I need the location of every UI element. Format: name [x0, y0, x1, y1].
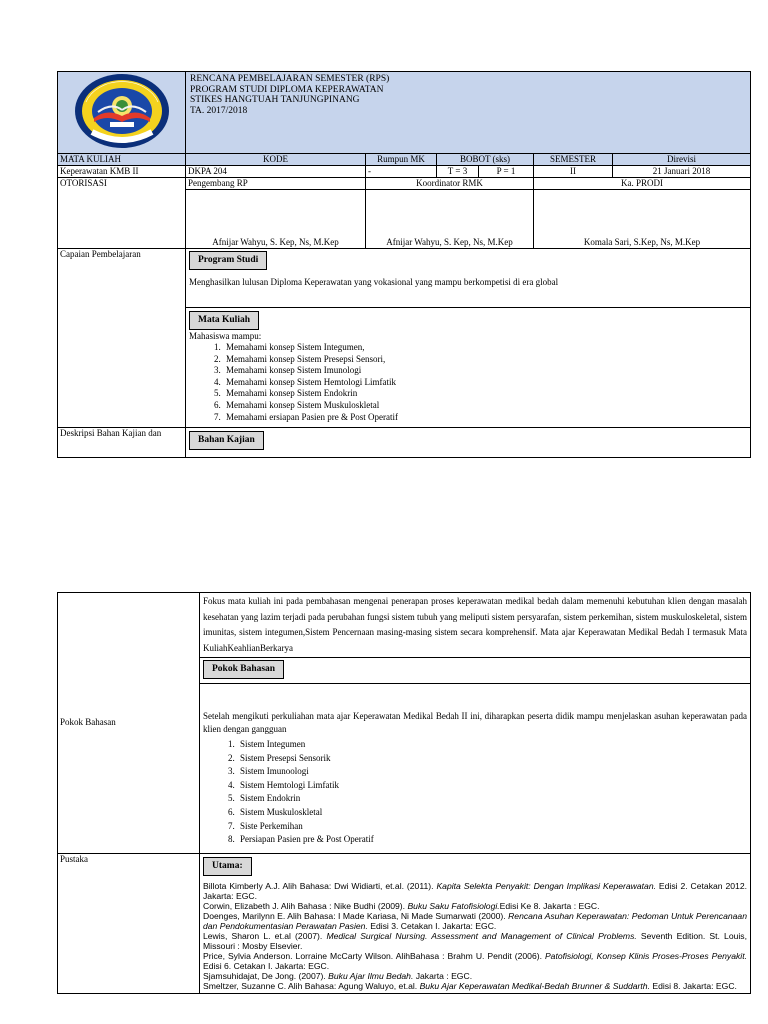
- koordinator-label: Koordinator RMK: [366, 178, 534, 190]
- rps-header-table: [57, 71, 751, 458]
- program-studi-box: Program Studi: [189, 251, 267, 270]
- val-mata-kuliah: Keperawatan KMB II: [58, 166, 186, 178]
- pustaka-content: [200, 853, 751, 993]
- val-semester: II: [534, 166, 613, 178]
- val-kode: DKPA 204: [186, 166, 366, 178]
- rps-title: RENCANA PEMBELAJARAN SEMESTER (RPS): [190, 74, 390, 84]
- utama-box: Utama:: [203, 857, 252, 876]
- list-item: 3. Sistem Imunoologi: [237, 765, 747, 779]
- bahan-kajian-box: Bahan Kajian: [189, 431, 264, 450]
- mk-intro: Mahasiswa mampu:: [189, 331, 262, 341]
- mk-outcome-list: [189, 342, 747, 423]
- pengembang-label: Pengembang RP: [186, 178, 366, 190]
- rps-title-block: [186, 72, 751, 154]
- list-item: 8. Persiapan Pasien pre & Post Operatif: [237, 833, 747, 847]
- val-bobot-p: P = 1: [479, 166, 534, 178]
- deskripsi-cell: [200, 593, 751, 684]
- reference-item: Price, Sylvia Anderson. Lorraine McCarty Wilson. AlihBahasa : Brahm U. Pendit (2006). Patofisiologi, Konsep Klinis Proses-Proses Penyakit. Edisi 6. Cetakan I. Jakarta: EGC.: [203, 950, 747, 971]
- list-item: 5. Sistem Endokrin: [237, 792, 747, 806]
- list-item: 2. Sistem Presepsi Sensorik: [237, 752, 747, 766]
- reference-item: Lewis, Sharon L. et.al (2007). Medical Surgical Nursing. Assessment and Management of Clinical Problems. Seventh Edition. St. Louis, Missouri : Mosby Elsevier.: [203, 930, 747, 951]
- pokok-list: [203, 738, 747, 847]
- capaian-content: [186, 249, 751, 428]
- col-semester: SEMESTER: [534, 154, 613, 166]
- list-item: 6. Memahami konsep Sistem Muskuloskletal: [223, 400, 747, 412]
- signature-kaprodi: Komala Sari, S.Kep, Ns, M.Kep: [534, 190, 751, 249]
- pokok-intro: Setelah mengikuti perkuliahan mata ajar Keperawatan Medikal Bedah II ini, diharapkan peserta didik mampu menjelaskan asuhan keperawatan pada klien dengan gangguan: [203, 711, 747, 734]
- signature-pengembang: Afnijar Wahyu, S. Kep, Ns, M.Kep: [186, 190, 366, 249]
- list-item: 5. Memahami konsep Sistem Endokrin: [223, 388, 747, 400]
- reference-item: Sjamsuhidajat, De Jong. (2007). Buku Ajar Ilmu Bedah. Jakarta : EGC.: [203, 970, 473, 981]
- pokok-bahasan-label: Pokok Bahasan: [58, 593, 200, 854]
- pokok-bahasan-content: [200, 684, 751, 854]
- col-direvisi: Direvisi: [613, 154, 751, 166]
- stikes-logo: [72, 72, 172, 150]
- col-bobot: BOBOT (sks): [437, 154, 534, 166]
- col-rumpun: Rumpun MK: [366, 154, 437, 166]
- list-item: 7. Siste Perkemihan: [237, 820, 747, 834]
- list-item: 3. Memahami konsep Sistem Imunologi: [223, 365, 747, 377]
- rps-page-1: [57, 71, 750, 458]
- list-item: 7. Memahami ersiapan Pasien pre & Post Operatif: [223, 412, 747, 424]
- program-studi-text: Menghasilkan lulusan Diploma Keperawatan yang vokasional yang mampu berkompetisi di era global: [189, 277, 559, 287]
- col-kode: KODE: [186, 154, 366, 166]
- rps-continuation-table: [57, 592, 751, 994]
- reference-item: Billota Kimberly A.J. Alih Bahasa: Dwi Widiarti, et.al. (2011). Kapita Selekta Penyakit: Dengan Implikasi Keperawatan. Edisi 2. Cetakan 2012. Jakarta: EGC.: [203, 880, 747, 901]
- deskripsi-content: [186, 428, 751, 458]
- logo-cell: [58, 72, 186, 154]
- val-bobot-t: T = 3: [437, 166, 479, 178]
- mata-kuliah-box: Mata Kuliah: [189, 311, 259, 330]
- reference-item: Corwin, Elizabeth J. Alih Bahasa : Nike Budhi (2009). Buku Saku Fatofisiologi.Edisi Ke 8. Jakarta : EGC.: [203, 900, 600, 911]
- val-direvisi: 21 Januari 2018: [613, 166, 751, 178]
- pokok-bahasan-box: Pokok Bahasan: [203, 660, 284, 679]
- list-item: 2. Memahami konsep Sistem Presepsi Sensori,: [223, 354, 747, 366]
- reference-item: Doenges, Marilynn E. Alih Bahasa: I Made Kariasa, Ni Made Sumarwati (2000). Rencana Asuhan Keperawatan: Pedoman Untuk Perencanaan dan Pendokumentasian Perawatan Pasien. Edisi 3. Cetakan I. Jakarta: EGC.: [203, 910, 747, 931]
- program-name: PROGRAM STUDI DIPLOMA KEPERAWATAN: [190, 84, 384, 95]
- list-item: 6. Sistem Muskuloskletal: [237, 806, 747, 820]
- val-rumpun: -: [366, 166, 437, 178]
- reference-list: [203, 881, 747, 991]
- rps-page-2: [57, 592, 750, 994]
- kaprodi-label: Ka. PRODI: [534, 178, 751, 190]
- pustaka-label: Pustaka: [58, 853, 200, 993]
- list-item: 4. Sistem Hemtologi Limfatik: [237, 779, 747, 793]
- otorisasi-label: OTORISASI: [58, 178, 186, 249]
- deskripsi-label: Deskripsi Bahan Kajian dan: [58, 428, 186, 458]
- academic-year: TA. 2017/2018: [190, 105, 248, 116]
- list-item: 1. Memahami konsep Sistem Integumen,: [223, 342, 747, 354]
- reference-item: Smeltzer, Suzanne C. Alih Bahasa: Agung Waluyo, et.al. Buku Ajar Keperawatan Medikal-Bedah Brunner & Suddarth. Edisi 8. Jakarta: EGC.: [203, 980, 737, 991]
- list-item: 4. Memahami konsep Sistem Hemtologi Limfatik: [223, 377, 747, 389]
- signature-koordinator: Afnijar Wahyu, S. Kep, Ns, M.Kep: [366, 190, 534, 249]
- capaian-label: Capaian Pembelajaran: [58, 249, 186, 428]
- list-item: 1. Sistem Integumen: [237, 738, 747, 752]
- institution-name: STIKES HANGTUAH TANJUNGPINANG: [190, 95, 360, 105]
- deskripsi-text: Fokus mata kuliah ini pada pembahasan mengenai penerapan proses keperawatan medikal bedah dalam memenuhi kebutuhan klien dengan masalah kesehatan yang lazim terjadi pada perubahan fungsi sistem tubuh yang meliputi sistem persyarafan, sistem perkemihan, sistem muskuloskeletal, sistem imunitas, sistem integumen,Sistem Pencernaan masing-masing sistem secara komprehensif. Mata ajar Keperawatan Medikal Bedah I termasuk Mata KuliahKeahlianBerkarya: [203, 596, 747, 653]
- col-mata-kuliah: MATA KULIAH: [58, 154, 186, 166]
